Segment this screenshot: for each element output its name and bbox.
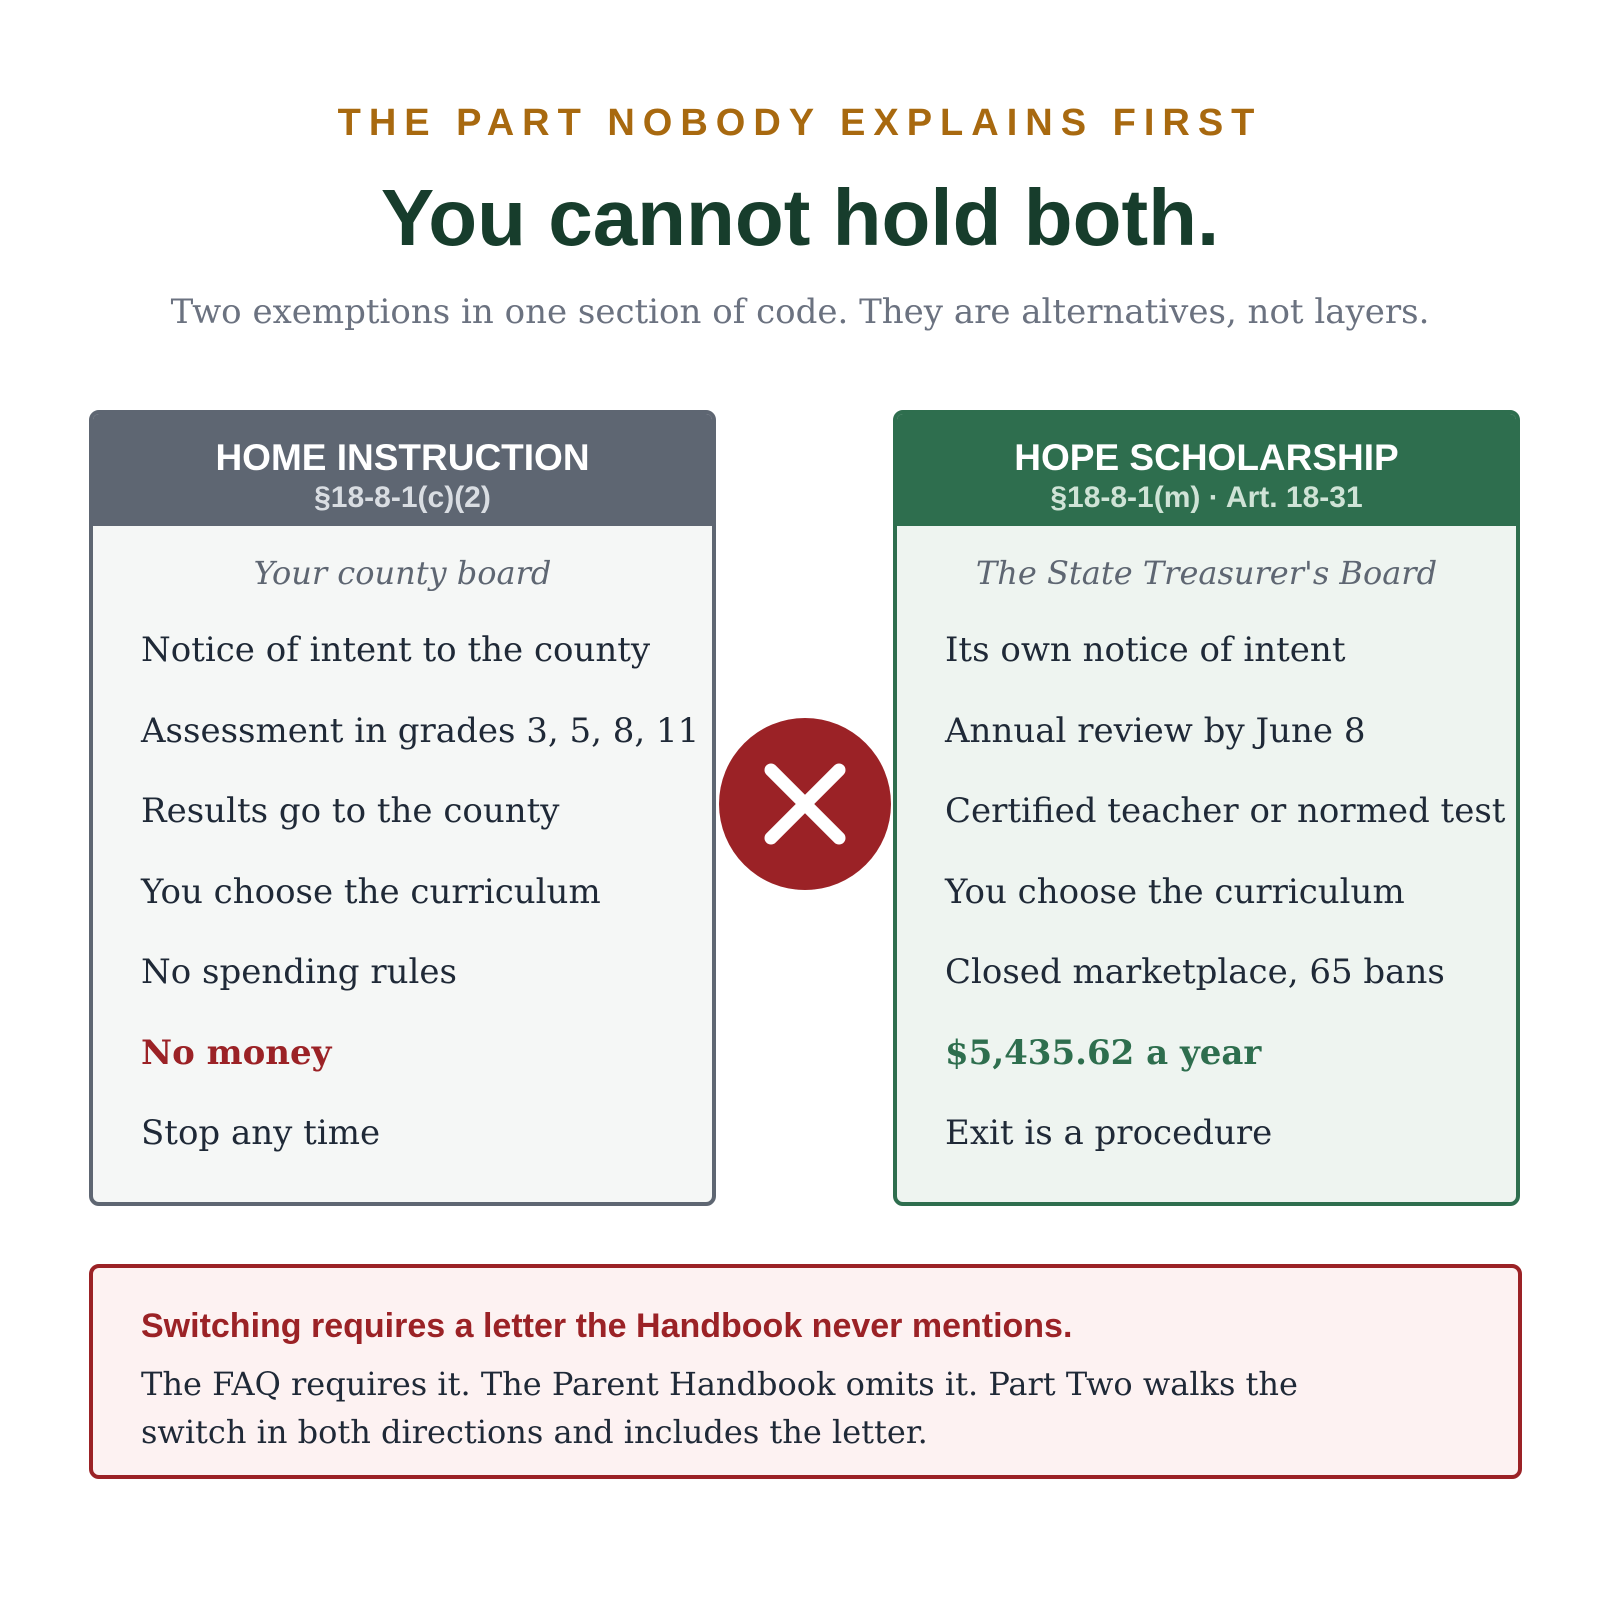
hope-scholarship-authority: The State Treasurer's Board (975, 554, 1438, 592)
switching-note (89, 1264, 1522, 1479)
x-icon (719, 718, 891, 890)
list-item: No spending rules (141, 952, 457, 992)
note-body: The FAQ requires it. The Parent Handbook omits it. Part Two walks the switch in both directions and includes the letter. (141, 1365, 1298, 1451)
home-instruction-list (93, 628, 712, 1192)
list-item: Results go to the county (141, 791, 560, 831)
list-item: You choose the curriculum (945, 871, 1405, 912)
list-item: Assessment in grades 3, 5, 8, 11 (141, 710, 700, 751)
list-item-highlight: $5,435.62 a year (945, 1032, 1262, 1073)
list-item: You choose the curriculum (141, 871, 601, 912)
list-item: Annual review by June 8 (945, 710, 1366, 751)
eyebrow: THE PART NOBODY EXPLAINS FIRST (337, 102, 1263, 144)
hope-scholarship-list (897, 628, 1516, 1192)
list-item: Notice of intent to the county (141, 630, 651, 670)
home-instruction-card (89, 410, 716, 1206)
list-item: Closed marketplace, 65 bans (945, 952, 1445, 992)
headline: You cannot hold both. (380, 173, 1220, 262)
list-item-highlight: No money (141, 1032, 332, 1073)
list-item: Exit is a procedure (945, 1113, 1273, 1153)
home-instruction-header (93, 414, 712, 526)
hope-scholarship-card (893, 410, 1520, 1206)
list-item: Certified teacher or normed test (945, 791, 1506, 831)
note-title: Switching requires a letter the Handbook never mentions. (141, 1307, 1073, 1345)
list-item: Its own notice of intent (945, 630, 1346, 670)
hope-scholarship-title: HOPE SCHOLARSHIP (1014, 437, 1399, 478)
home-instruction-code: §18-8-1(c)(2) (314, 481, 491, 514)
subhead: Two exemptions in one section of code. They are alternatives, not layers. (170, 292, 1430, 332)
hope-scholarship-code: §18-8-1(m) · Art. 18-31 (1050, 481, 1363, 514)
home-instruction-authority: Your county board (253, 554, 552, 592)
hope-scholarship-header (897, 414, 1516, 526)
list-item: Stop any time (141, 1113, 381, 1153)
home-instruction-title: HOME INSTRUCTION (215, 437, 590, 478)
